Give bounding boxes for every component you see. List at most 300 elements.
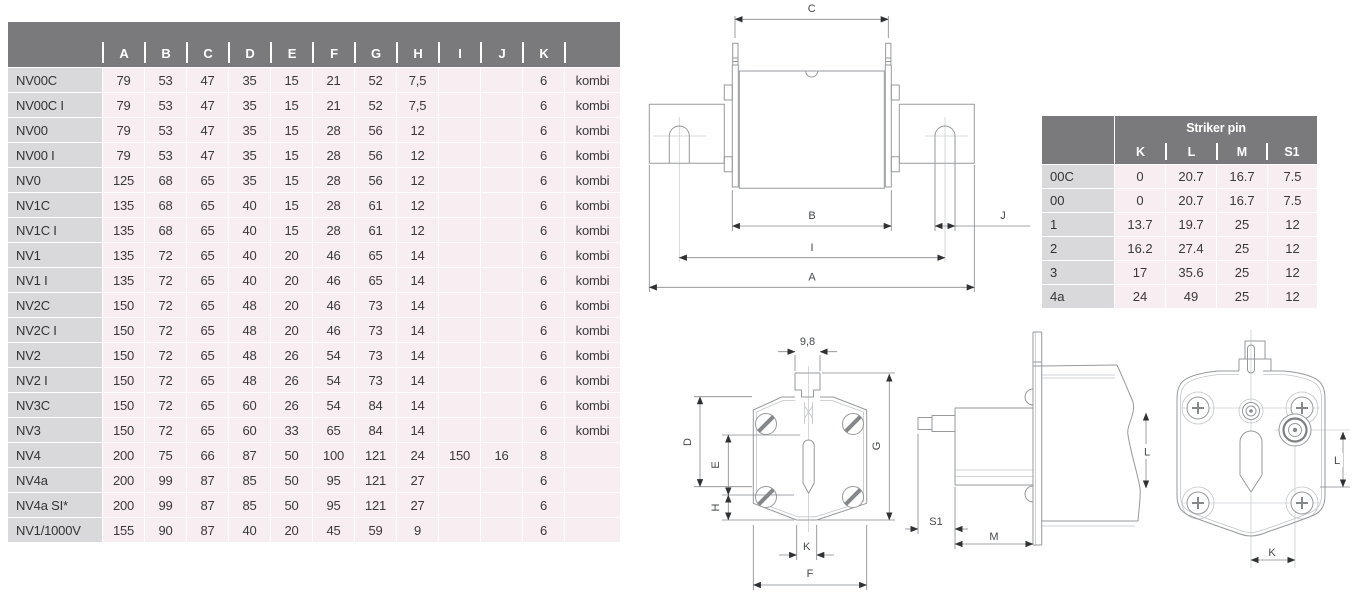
row-label: NV2C I xyxy=(8,318,102,342)
cell xyxy=(481,343,522,367)
cell: 35 xyxy=(229,118,270,142)
cell: 20 xyxy=(271,268,312,292)
cell: 6 xyxy=(523,418,564,442)
cell xyxy=(439,518,480,542)
cell: 65 xyxy=(187,168,228,192)
cell: 26 xyxy=(271,368,312,392)
column-header-E: E xyxy=(271,22,313,67)
cell: 6 xyxy=(523,318,564,342)
pin-center-dot xyxy=(1249,409,1253,413)
cell: 75 xyxy=(145,443,186,467)
dim-label-l: L xyxy=(1143,446,1151,459)
cell: 47 xyxy=(187,118,228,142)
table-row xyxy=(8,68,620,92)
cell: 20 xyxy=(271,318,312,342)
column-header-F: F xyxy=(313,22,355,67)
table-row xyxy=(8,443,620,467)
cell xyxy=(481,518,522,542)
cell: 95 xyxy=(313,468,354,492)
cell: 47 xyxy=(187,143,228,167)
dim-label-l: L xyxy=(1333,455,1341,467)
indicator-center-dot xyxy=(1293,428,1297,432)
cell: 85 xyxy=(229,493,270,517)
row-label: NV4a xyxy=(8,468,102,492)
cell: 12 xyxy=(397,218,438,242)
column-header-I: I xyxy=(439,22,481,67)
cell: 125 xyxy=(103,168,144,192)
cell: 8 xyxy=(523,443,564,467)
cell xyxy=(565,468,620,492)
cell: 6 xyxy=(523,118,564,142)
cell: 40 xyxy=(229,518,270,542)
cell: 7.5 xyxy=(1268,189,1317,212)
cell xyxy=(481,493,522,517)
column-header-G: G xyxy=(355,22,397,67)
cell: 99 xyxy=(145,493,186,517)
cell: 73 xyxy=(355,293,396,317)
row-label: NV3C xyxy=(8,393,102,417)
dim-label-i: I xyxy=(810,242,814,254)
cell xyxy=(481,68,522,92)
cell xyxy=(481,468,522,492)
cell: 65 xyxy=(355,268,396,292)
cell: 121 xyxy=(355,468,396,492)
cell: 15 xyxy=(271,168,312,192)
row-label: NV00C I xyxy=(8,93,102,117)
cell: 72 xyxy=(145,418,186,442)
cell: kombi xyxy=(565,368,620,392)
cell: 12 xyxy=(1268,261,1317,284)
cell: 21 xyxy=(313,68,354,92)
cell xyxy=(439,118,480,142)
cell xyxy=(439,393,480,417)
table-row xyxy=(8,268,620,292)
table-row xyxy=(8,418,620,442)
cell: 14 xyxy=(397,243,438,267)
cell: 53 xyxy=(145,68,186,92)
cell: 33 xyxy=(271,418,312,442)
cell: 53 xyxy=(145,118,186,142)
cell: 200 xyxy=(103,468,144,492)
cell: 87 xyxy=(229,443,270,467)
striker-column-header-M: M xyxy=(1217,139,1267,164)
striker-end-view-drawing xyxy=(1160,325,1352,580)
column-header-B: B xyxy=(145,22,187,67)
striker-table-header xyxy=(1042,116,1317,164)
row-label: NV00 xyxy=(8,118,102,142)
cell xyxy=(481,218,522,242)
cell: 28 xyxy=(313,168,354,192)
cell: kombi xyxy=(565,93,620,117)
cell: 121 xyxy=(355,493,396,517)
cell: 15 xyxy=(271,93,312,117)
cell: kombi xyxy=(565,143,620,167)
row-label: 4a xyxy=(1042,285,1114,308)
dim-label-k: K xyxy=(803,541,811,553)
cell: 25 xyxy=(1217,285,1267,308)
dim-label-9-8: 9,8 xyxy=(799,336,816,348)
cell: 19.7 xyxy=(1166,213,1216,236)
cell: 20.7 xyxy=(1166,189,1216,212)
cell: 100 xyxy=(313,443,354,467)
dim-label-m: M xyxy=(989,531,999,543)
cell: kombi xyxy=(565,218,620,242)
cell: 14 xyxy=(397,418,438,442)
cell: 35 xyxy=(229,68,270,92)
cell: 46 xyxy=(313,243,354,267)
cell: 6 xyxy=(523,343,564,367)
cell: 21 xyxy=(313,93,354,117)
dim-label-a: A xyxy=(808,271,816,284)
row-label: NV2C xyxy=(8,293,102,317)
cell: 79 xyxy=(103,143,144,167)
cell: 95 xyxy=(313,493,354,517)
striker-column-header-L: L xyxy=(1166,139,1217,164)
cell: 6 xyxy=(523,193,564,217)
cell: 25 xyxy=(1217,237,1267,260)
dim-label-d: D xyxy=(682,438,694,446)
cell xyxy=(439,293,480,317)
cell: kombi xyxy=(565,68,620,92)
cell: 12 xyxy=(397,143,438,167)
row-label: 00C xyxy=(1042,165,1114,188)
dim-label-s1: S1 xyxy=(929,516,943,528)
cell: 45 xyxy=(313,518,354,542)
dimension-table-header xyxy=(8,22,620,67)
cell: 15 xyxy=(271,193,312,217)
cell: kombi xyxy=(565,118,620,142)
cell: 52 xyxy=(355,68,396,92)
column-header-A: A xyxy=(103,22,145,67)
cell: 6 xyxy=(523,243,564,267)
cell xyxy=(439,143,480,167)
row-label: NV00 I xyxy=(8,143,102,167)
column-header-blank xyxy=(565,22,620,67)
table-row xyxy=(8,393,620,417)
table-row xyxy=(8,143,620,167)
cell xyxy=(481,243,522,267)
dim-label-h: H xyxy=(710,503,722,512)
cell xyxy=(481,318,522,342)
cell: kombi xyxy=(565,243,620,267)
cell: 200 xyxy=(103,493,144,517)
cell: 135 xyxy=(103,243,144,267)
table-row xyxy=(8,218,620,242)
cell: 150 xyxy=(103,293,144,317)
cell: 35 xyxy=(229,93,270,117)
cell: 61 xyxy=(355,193,396,217)
cell: 12 xyxy=(1268,213,1317,236)
cell: 46 xyxy=(313,318,354,342)
cell: 14 xyxy=(397,293,438,317)
cell: 135 xyxy=(103,268,144,292)
cell: 68 xyxy=(145,218,186,242)
cell: 0 xyxy=(1115,189,1165,212)
cell: 14 xyxy=(397,393,438,417)
cell: 15 xyxy=(271,68,312,92)
inner-lines xyxy=(955,332,1135,545)
cell: 68 xyxy=(145,193,186,217)
cell xyxy=(439,193,480,217)
cell: 72 xyxy=(145,268,186,292)
cell: 16.7 xyxy=(1217,165,1267,188)
table-row xyxy=(8,343,620,367)
cell: 72 xyxy=(145,343,186,367)
cell: 65 xyxy=(187,218,228,242)
cell: 6 xyxy=(523,393,564,417)
cell: 27 xyxy=(397,493,438,517)
cell: 6 xyxy=(523,143,564,167)
cell: 135 xyxy=(103,218,144,242)
striker-table-title: Striker pin xyxy=(1186,120,1246,135)
cell: 40 xyxy=(229,193,270,217)
dim-label-c: C xyxy=(807,3,816,15)
cell: 0 xyxy=(1115,165,1165,188)
cell: 16 xyxy=(481,443,522,467)
cell: 47 xyxy=(187,68,228,92)
cell: 16.7 xyxy=(1217,189,1267,212)
cell: 7,5 xyxy=(397,93,438,117)
cell: 20.7 xyxy=(1166,165,1216,188)
cell xyxy=(439,493,480,517)
cell: 200 xyxy=(103,443,144,467)
dim-label-j: J xyxy=(1000,210,1006,222)
cell xyxy=(481,293,522,317)
cell: 79 xyxy=(103,93,144,117)
cell xyxy=(565,518,620,542)
cell: 65 xyxy=(187,418,228,442)
cell: 135 xyxy=(103,193,144,217)
cell: 65 xyxy=(187,343,228,367)
column-header-D: D xyxy=(229,22,271,67)
cell: 54 xyxy=(313,393,354,417)
cell xyxy=(481,393,522,417)
table-row xyxy=(8,118,620,142)
cell: 6 xyxy=(523,518,564,542)
side-view-outline xyxy=(918,332,1140,545)
cell: 25 xyxy=(1217,213,1267,236)
striker-table-header-right xyxy=(1115,116,1317,164)
cell: 53 xyxy=(145,143,186,167)
cell: 40 xyxy=(229,243,270,267)
table-row xyxy=(1042,285,1317,308)
cell: 61 xyxy=(355,218,396,242)
column-header-J: J xyxy=(481,22,523,67)
cell xyxy=(565,493,620,517)
cell xyxy=(481,268,522,292)
table-row xyxy=(1042,165,1317,188)
cell: 6 xyxy=(523,68,564,92)
cell: 65 xyxy=(355,243,396,267)
cell xyxy=(481,193,522,217)
row-label: NV0 xyxy=(8,168,102,192)
cell: 73 xyxy=(355,318,396,342)
cell: 12 xyxy=(397,168,438,192)
cell: 35 xyxy=(229,168,270,192)
cell xyxy=(439,418,480,442)
cell xyxy=(439,168,480,192)
row-label: 00 xyxy=(1042,189,1114,212)
cell: 150 xyxy=(103,318,144,342)
dim-label-f: F xyxy=(806,568,814,580)
row-label: 1 xyxy=(1042,213,1114,236)
cell: 99 xyxy=(145,468,186,492)
row-label: NV2 xyxy=(8,343,102,367)
cell: 121 xyxy=(355,443,396,467)
cell: 72 xyxy=(145,368,186,392)
dimension-table-header-label-spacer xyxy=(8,22,103,67)
cell: 155 xyxy=(103,518,144,542)
cell: 14 xyxy=(397,343,438,367)
column-header-K: K xyxy=(523,22,565,67)
cell: 26 xyxy=(271,393,312,417)
cell: 40 xyxy=(229,268,270,292)
cell: 6 xyxy=(523,93,564,117)
cell xyxy=(481,118,522,142)
cell: 6 xyxy=(523,493,564,517)
cell: 26 xyxy=(271,343,312,367)
cell: 150 xyxy=(103,418,144,442)
table-row xyxy=(8,368,620,392)
cell: 14 xyxy=(397,318,438,342)
cell xyxy=(439,268,480,292)
cell: 12 xyxy=(397,118,438,142)
cell: 87 xyxy=(187,518,228,542)
cell: 48 xyxy=(229,343,270,367)
row-label: 2 xyxy=(1042,237,1114,260)
cell: 28 xyxy=(313,193,354,217)
cell: 24 xyxy=(1115,285,1165,308)
row-label: 3 xyxy=(1042,261,1114,284)
cell: 150 xyxy=(439,443,480,467)
cell: 65 xyxy=(187,268,228,292)
cell: kombi xyxy=(565,418,620,442)
cell xyxy=(439,218,480,242)
cell: 50 xyxy=(271,493,312,517)
cell: kombi xyxy=(565,193,620,217)
striker-pin-table xyxy=(1042,116,1317,308)
row-label: NV1 I xyxy=(8,268,102,292)
row-label: NV2 I xyxy=(8,368,102,392)
cell: 14 xyxy=(397,368,438,392)
cell: 13.7 xyxy=(1115,213,1165,236)
cell: kombi xyxy=(565,268,620,292)
cell: 65 xyxy=(313,418,354,442)
cell: 87 xyxy=(187,493,228,517)
table-row xyxy=(1042,189,1317,212)
column-header-C: C xyxy=(187,22,229,67)
cell: 68 xyxy=(145,168,186,192)
table-row xyxy=(1042,237,1317,260)
cell: 50 xyxy=(271,443,312,467)
column-header-H: H xyxy=(397,22,439,67)
table-row xyxy=(8,93,620,117)
cell: 9 xyxy=(397,518,438,542)
cell xyxy=(565,443,620,467)
cell xyxy=(439,468,480,492)
row-label: NV1 xyxy=(8,243,102,267)
cell: 15 xyxy=(271,218,312,242)
cell: 7.5 xyxy=(1268,165,1317,188)
cell: 28 xyxy=(313,218,354,242)
cell: 24 xyxy=(397,443,438,467)
cell: 54 xyxy=(313,343,354,367)
cell: 6 xyxy=(523,168,564,192)
table-row xyxy=(8,468,620,492)
table-row xyxy=(8,168,620,192)
cell: 7,5 xyxy=(397,68,438,92)
striker-column-header-S1: S1 xyxy=(1267,139,1317,164)
row-label: NV4a SI* xyxy=(8,493,102,517)
cell: 35.6 xyxy=(1166,261,1216,284)
cell: 150 xyxy=(103,343,144,367)
dim-label-e: E xyxy=(710,461,722,469)
cell: 20 xyxy=(271,243,312,267)
cell: 27 xyxy=(397,468,438,492)
cell: 48 xyxy=(229,318,270,342)
cell: 15 xyxy=(271,118,312,142)
cell: 49 xyxy=(1166,285,1216,308)
striker-table-subheader xyxy=(1115,139,1317,164)
table-row xyxy=(1042,261,1317,284)
cell: 27.4 xyxy=(1166,237,1216,260)
row-label: NV00C xyxy=(8,68,102,92)
cell: 60 xyxy=(229,393,270,417)
cell: 52 xyxy=(355,93,396,117)
cell: 25 xyxy=(1217,261,1267,284)
cell: 6 xyxy=(523,293,564,317)
cell: 84 xyxy=(355,418,396,442)
cell xyxy=(481,93,522,117)
row-label: NV4 xyxy=(8,443,102,467)
cell xyxy=(481,418,522,442)
striker-table-header-label-spacer xyxy=(1042,116,1114,164)
cell: 84 xyxy=(355,393,396,417)
table-row xyxy=(8,243,620,267)
row-label: NV3 xyxy=(8,418,102,442)
cell: 60 xyxy=(229,418,270,442)
cell: 46 xyxy=(313,293,354,317)
cell xyxy=(481,368,522,392)
cell xyxy=(481,168,522,192)
row-label: NV1C I xyxy=(8,218,102,242)
cell: 6 xyxy=(523,368,564,392)
cell: 65 xyxy=(187,368,228,392)
cell: 72 xyxy=(145,243,186,267)
dim-label-k: K xyxy=(1268,547,1276,559)
cell: 73 xyxy=(355,368,396,392)
cell: 28 xyxy=(313,143,354,167)
cell: 56 xyxy=(355,118,396,142)
cell xyxy=(439,318,480,342)
table-row xyxy=(8,193,620,217)
cell: 65 xyxy=(187,293,228,317)
cell xyxy=(439,93,480,117)
dimension-lines xyxy=(905,413,1146,549)
cell: kombi xyxy=(565,343,620,367)
cell: 65 xyxy=(187,243,228,267)
cell: 72 xyxy=(145,393,186,417)
cell: 6 xyxy=(523,268,564,292)
cell: 65 xyxy=(187,318,228,342)
cell: kombi xyxy=(565,318,620,342)
striker-table-body xyxy=(1042,165,1317,308)
cell: 35 xyxy=(229,143,270,167)
cell: 85 xyxy=(229,468,270,492)
cell: 20 xyxy=(271,518,312,542)
cell: 12 xyxy=(1268,285,1317,308)
cell: 6 xyxy=(523,468,564,492)
